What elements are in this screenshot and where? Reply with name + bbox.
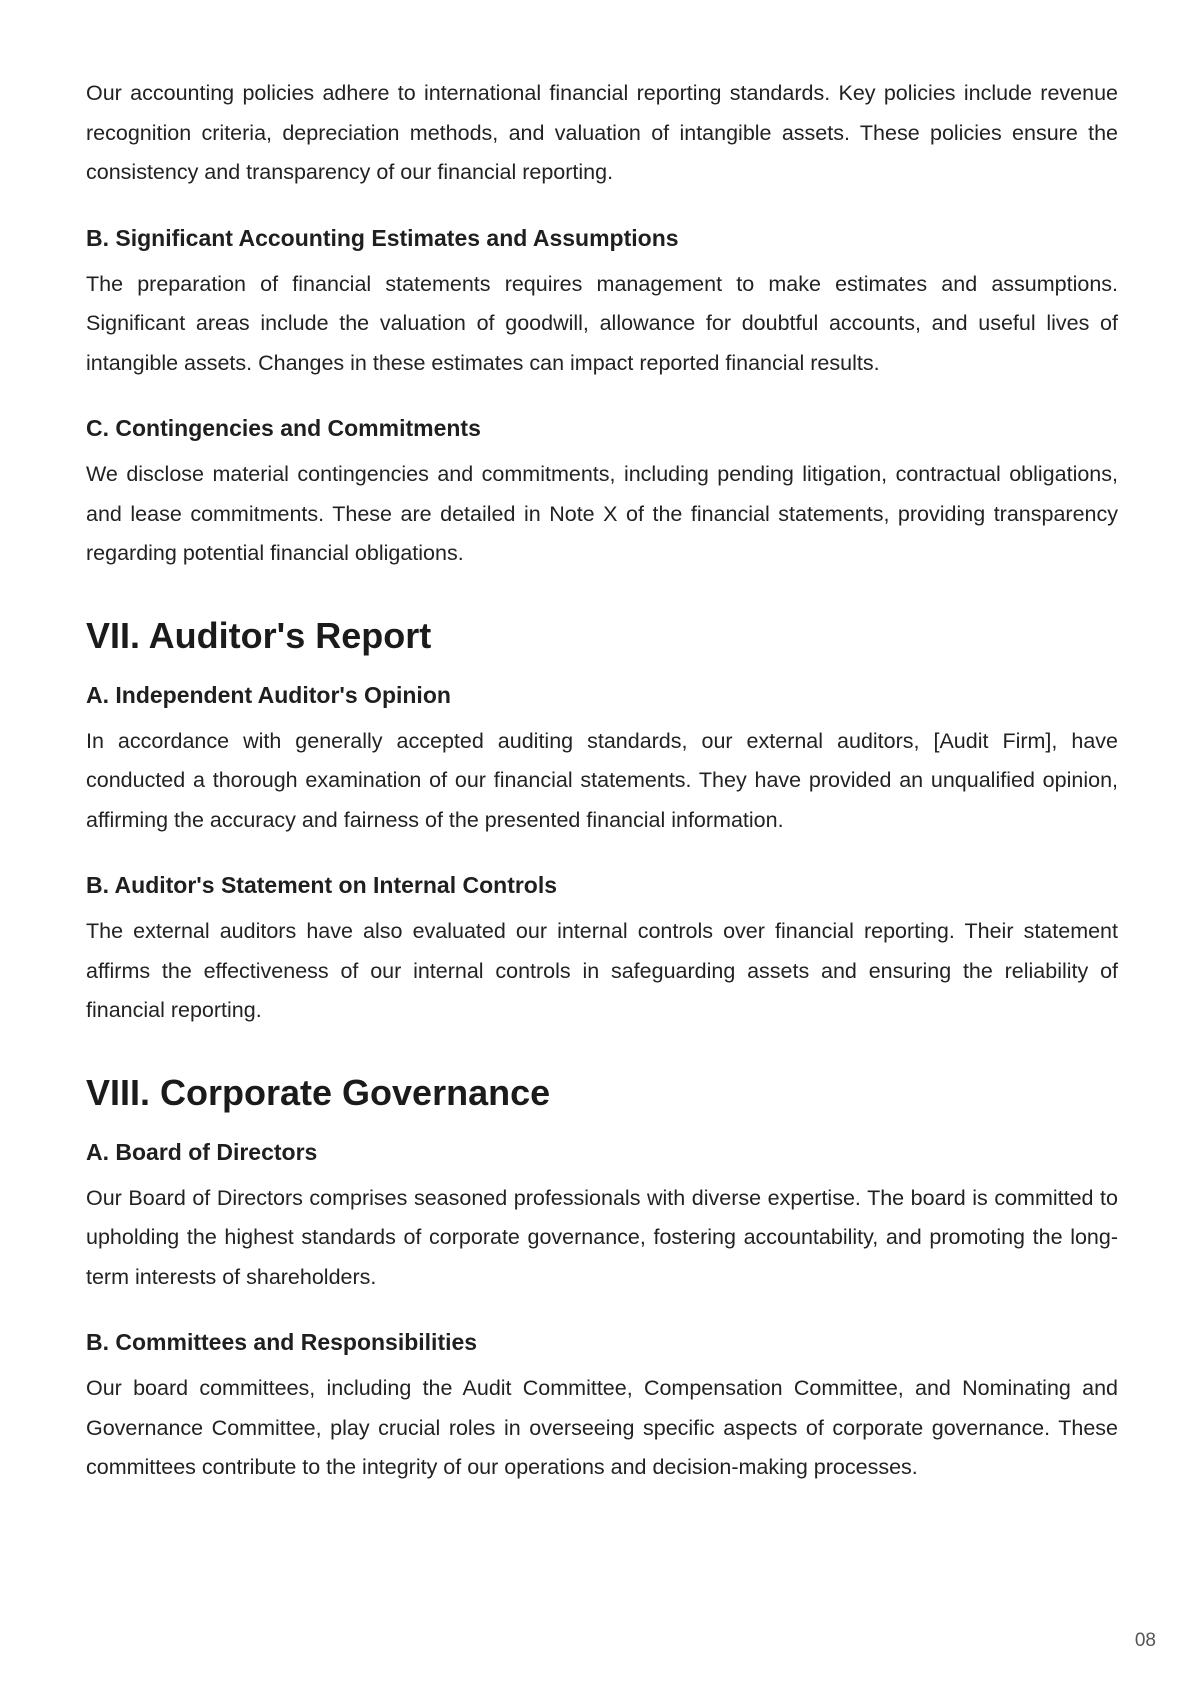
accounting-policies-paragraph: Our accounting policies adhere to international financial reporting standards. Key policies include revenue recognition criteria, depreciation methods, and valuation of intangible assets. These policies ensure the consistency and transparency of our financial reporting. [86,81,1118,184]
committees-paragraph: Our board committees, including the Audit Committee, Compensation Committee, and Nominating and Governance Committee, play crucial roles in overseeing specific aspects of corporate governance. These committees contribute to the integrity of our operations and decision-making processes. [86,1376,1118,1479]
board-of-directors-heading: A. Board of Directors [86,1138,318,1165]
internal-controls-paragraph: The external auditors have also evaluated our internal controls over financial reporting. Their statement affirms the effectiveness of our internal controls in safeguarding assets and ensuring the reliability of financial reporting. [86,919,1118,1022]
board-of-directors-paragraph: Our Board of Directors comprises seasoned professionals with diverse expertise. The board is committed to upholding the highest standards of corporate governance, fostering accountability, and promoting the long-term interests of shareholders. [86,1185,1118,1289]
committees-heading: B. Committees and Responsibilities [86,1329,478,1355]
contingencies-commitments-paragraph: We disclose material contingencies and commitments, including pending litigation, contractual obligations, and lease commitments. These are detailed in Note X of the financial statements, providing transparency regarding potential financial obligations. [86,462,1118,565]
internal-controls-heading: B. Auditor's Statement on Internal Controls [86,872,558,898]
auditor-opinion-paragraph: In accordance with generally accepted auditing standards, our external auditors, [Audit Firm], have conducted a thorough examination of our financial statements. They have provided an unqualified opinion, affirming the accuracy and fairness of the presented financial information. [86,728,1118,832]
estimates-assumptions-paragraph: The preparation of financial statements requires management to make estimates and assumptions. Significant areas include the valuation of goodwill, allowance for doubtful accounts, and useful lives of intangible assets. Changes in these estimates can impact reported financial results. [86,271,1118,375]
page-number: 08 [1134,1630,1156,1651]
document-page [86,74,1118,1488]
corporate-governance-heading: VIII. Corporate Governance [86,1071,551,1113]
estimates-assumptions-heading: B. Significant Accounting Estimates and Assumptions [86,224,679,251]
auditors-report-heading: VII. Auditor's Report [86,614,432,656]
auditor-opinion-heading: A. Independent Auditor's Opinion [86,681,451,708]
contingencies-commitments-heading: C. Contingencies and Commitments [86,415,481,441]
